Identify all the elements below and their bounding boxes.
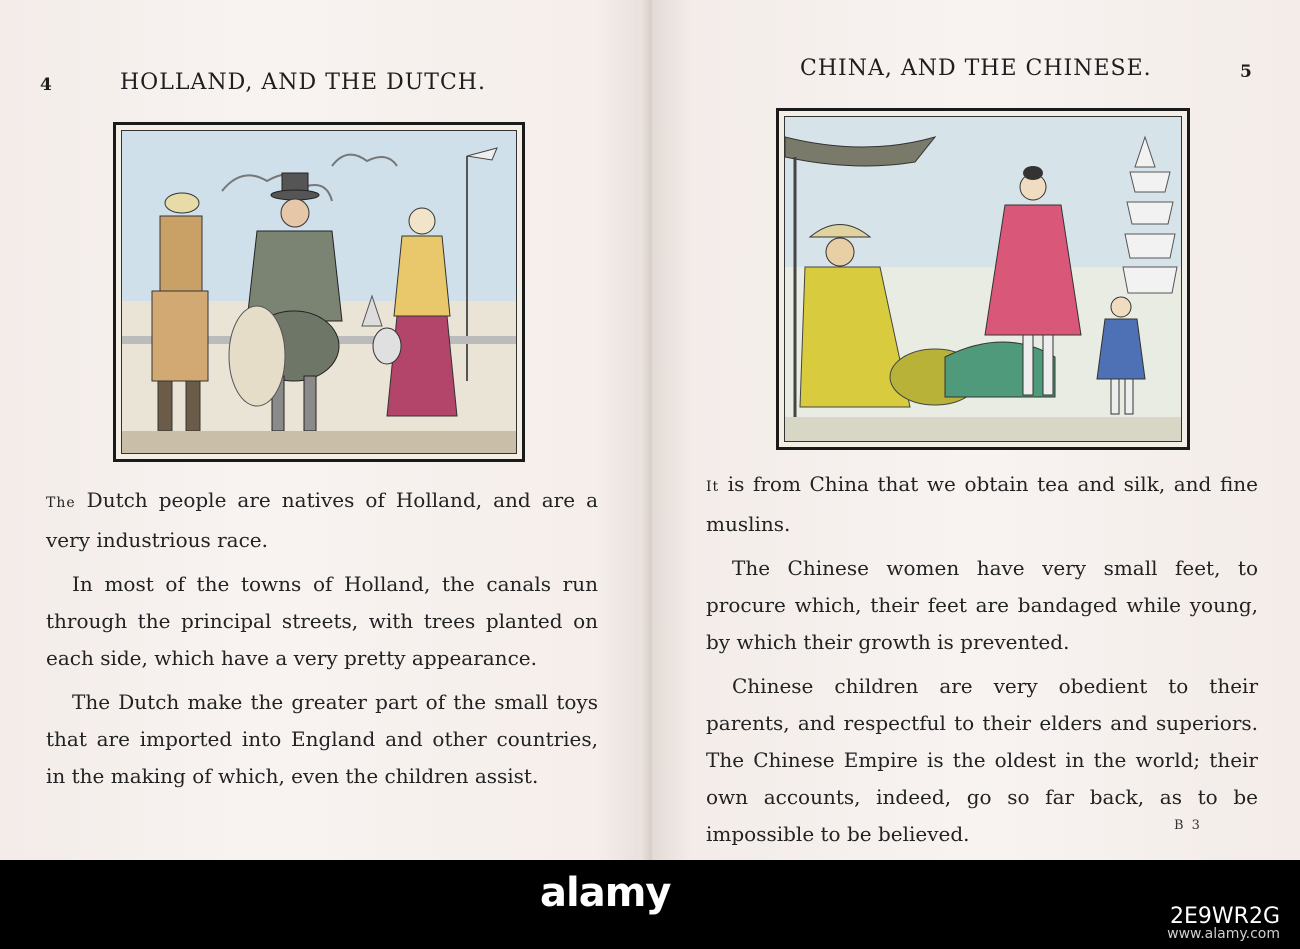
left-page-text — [46, 482, 598, 795]
alamy-logo: alamy — [540, 870, 671, 916]
left-paragraph-1 — [46, 482, 598, 559]
dutch-illustration — [113, 122, 525, 462]
right-page — [652, 0, 1300, 860]
signature-mark: B 3 — [1174, 818, 1202, 833]
image-id: 2E9WR2G — [1170, 904, 1280, 929]
paragraph-text: Dutch people are natives of Holland, and are a very industrious race. — [46, 488, 598, 552]
right-page-text — [706, 466, 1258, 853]
right-paragraph-3: Chinese children are very obedient to their parents, and respectful to their elders and superiors. The Chinese Empire is the oldest in the world; their own accounts, indeed, go so far back, as to be impossible to be believed. — [706, 674, 1258, 846]
page-header: CHINA, AND THE CHINESE. — [800, 56, 1152, 81]
left-paragraph-2: In most of the towns of Holland, the canals run through the principal streets, with trees planted on each side, which have a very pretty appearance. — [46, 572, 598, 670]
right-paragraph-1 — [706, 466, 1258, 543]
watermark-url: www.alamy.com — [1167, 926, 1280, 942]
left-paragraph-3: The Dutch make the greater part of the small toys that are imported into England and other countries, in the making of which, even the children assist. — [46, 690, 598, 788]
chinese-figures-illustration-icon — [784, 116, 1182, 442]
drop-lead: The — [46, 495, 76, 511]
page-number: 5 — [1240, 62, 1252, 82]
dutch-figures-illustration-icon — [121, 130, 517, 454]
page-number: 4 — [40, 75, 52, 95]
page-header: HOLLAND, AND THE DUTCH. — [120, 70, 486, 95]
drop-lead: It — [706, 479, 720, 495]
left-page — [0, 0, 648, 860]
paragraph-text: is from China that we obtain tea and silk, and fine muslins. — [706, 472, 1258, 536]
right-paragraph-2: The Chinese women have very small feet, to procure which, their feet are bandaged while young, by which their growth is prevented. — [706, 556, 1258, 654]
chinese-illustration — [776, 108, 1190, 450]
